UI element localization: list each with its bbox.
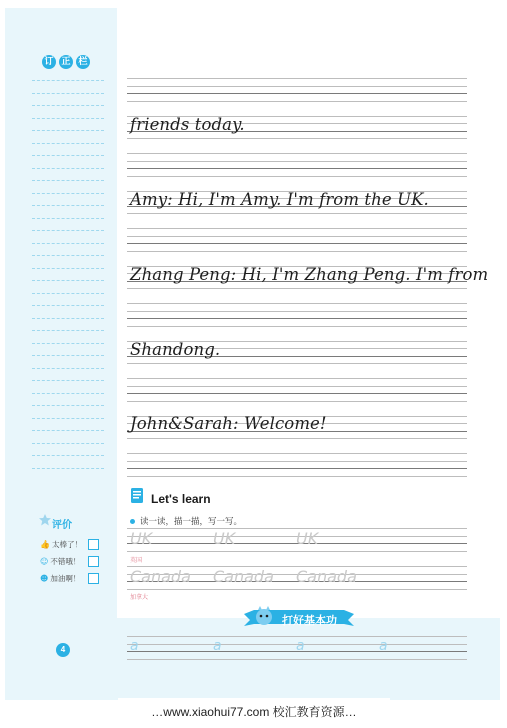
evaluation-item-3: [40, 573, 80, 584]
lets-learn-instruction: [130, 515, 242, 527]
four-line-grid: [127, 78, 467, 101]
correction-line: [32, 193, 104, 194]
title-char-2: 正: [59, 55, 73, 69]
trace-word-canada-1: Canada: [130, 567, 191, 586]
trace-word-canada-3: Canada: [296, 567, 357, 586]
evaluation-title: 评价: [52, 520, 72, 531]
correction-line: [32, 255, 104, 256]
correction-line: [32, 280, 104, 281]
trace-letter-a-3: a: [296, 638, 305, 654]
correction-line: [32, 93, 104, 94]
correction-column-title: [42, 55, 90, 69]
correction-line: [32, 80, 104, 81]
correction-line: [32, 168, 104, 169]
book-icon: [130, 487, 144, 504]
watermark: …www.xiaohui77.com 校汇教育资源…: [118, 698, 390, 724]
trace-word-canada-2: Canada: [213, 567, 274, 586]
correction-line: [32, 293, 104, 294]
page-number: 4: [56, 643, 70, 657]
title-char-3: 栏: [76, 55, 90, 69]
correction-line: [32, 318, 104, 319]
correction-line: [32, 380, 104, 381]
trace-word-uk-2: UK: [213, 529, 236, 548]
writing-line-1: friends today.: [130, 115, 245, 134]
correction-line: [32, 343, 104, 344]
basic-skill-banner-text: 打好基本功: [282, 614, 337, 627]
correction-line: [32, 130, 104, 131]
trace-letter-a-4: a: [379, 638, 388, 654]
correction-line: [32, 118, 104, 119]
correction-line: [32, 230, 104, 231]
evaluation-item-2: [40, 556, 80, 567]
four-line-grid: [127, 453, 467, 476]
evaluation-item-2-label: 不错哦！: [50, 557, 81, 566]
trace-letter-a-2: a: [213, 638, 222, 654]
four-line-grid: [127, 303, 467, 326]
correction-line: [32, 105, 104, 106]
correction-line: [32, 355, 104, 356]
correction-line: [32, 468, 104, 469]
meaning-canada: 加拿大: [130, 594, 149, 601]
title-char-1: 订: [42, 55, 56, 69]
correction-line: [32, 330, 104, 331]
writing-line-4: Shandong.: [130, 340, 221, 359]
evaluation-checkbox-2[interactable]: [88, 556, 99, 567]
meaning-uk: 英国: [130, 557, 143, 564]
correction-line: [32, 268, 104, 269]
correction-line: [32, 393, 104, 394]
writing-line-5: John&Sarah: Welcome!: [130, 414, 327, 433]
evaluation-checkbox-3[interactable]: [88, 573, 99, 584]
cheer-icon: ☻: [40, 574, 49, 583]
correction-line: [32, 218, 104, 219]
four-line-grid: [127, 378, 467, 401]
evaluation-item-1: [40, 539, 82, 550]
correction-line: [32, 405, 104, 406]
correction-line: [32, 205, 104, 206]
evaluation-item-1-label: 太棒了！: [51, 540, 82, 549]
correction-line: [32, 443, 104, 444]
evaluation-checkbox-1[interactable]: [88, 539, 99, 550]
correction-line: [32, 368, 104, 369]
correction-column: [5, 8, 117, 700]
writing-line-3: Zhang Peng: Hi, I'm Zhang Peng. I'm from: [130, 265, 489, 284]
four-line-grid: [127, 153, 467, 176]
correction-line: [32, 243, 104, 244]
instruction-text: 读一读，描一描，写一写。: [140, 517, 243, 527]
writing-line-2: Amy: Hi, I'm Amy. I'm from the UK.: [130, 190, 429, 209]
correction-line: [32, 305, 104, 306]
correction-line: [32, 455, 104, 456]
correction-line: [32, 180, 104, 181]
trace-letter-a-1: a: [130, 638, 139, 654]
bullet-icon: [130, 519, 135, 524]
correction-line: [32, 430, 104, 431]
lets-learn-title: Let's learn: [151, 492, 211, 506]
four-line-grid: [127, 228, 467, 251]
trace-word-uk-3: UK: [296, 529, 319, 548]
correction-line: [32, 155, 104, 156]
correction-line: [32, 418, 104, 419]
trace-word-uk-1: UK: [130, 529, 153, 548]
star-badge-icon: [38, 514, 52, 526]
evaluation-item-3-label: 加油啊！: [50, 574, 81, 583]
correction-line: [32, 143, 104, 144]
smile-icon: ☺: [40, 557, 49, 566]
thumbs-up-icon: 👍: [40, 540, 50, 549]
